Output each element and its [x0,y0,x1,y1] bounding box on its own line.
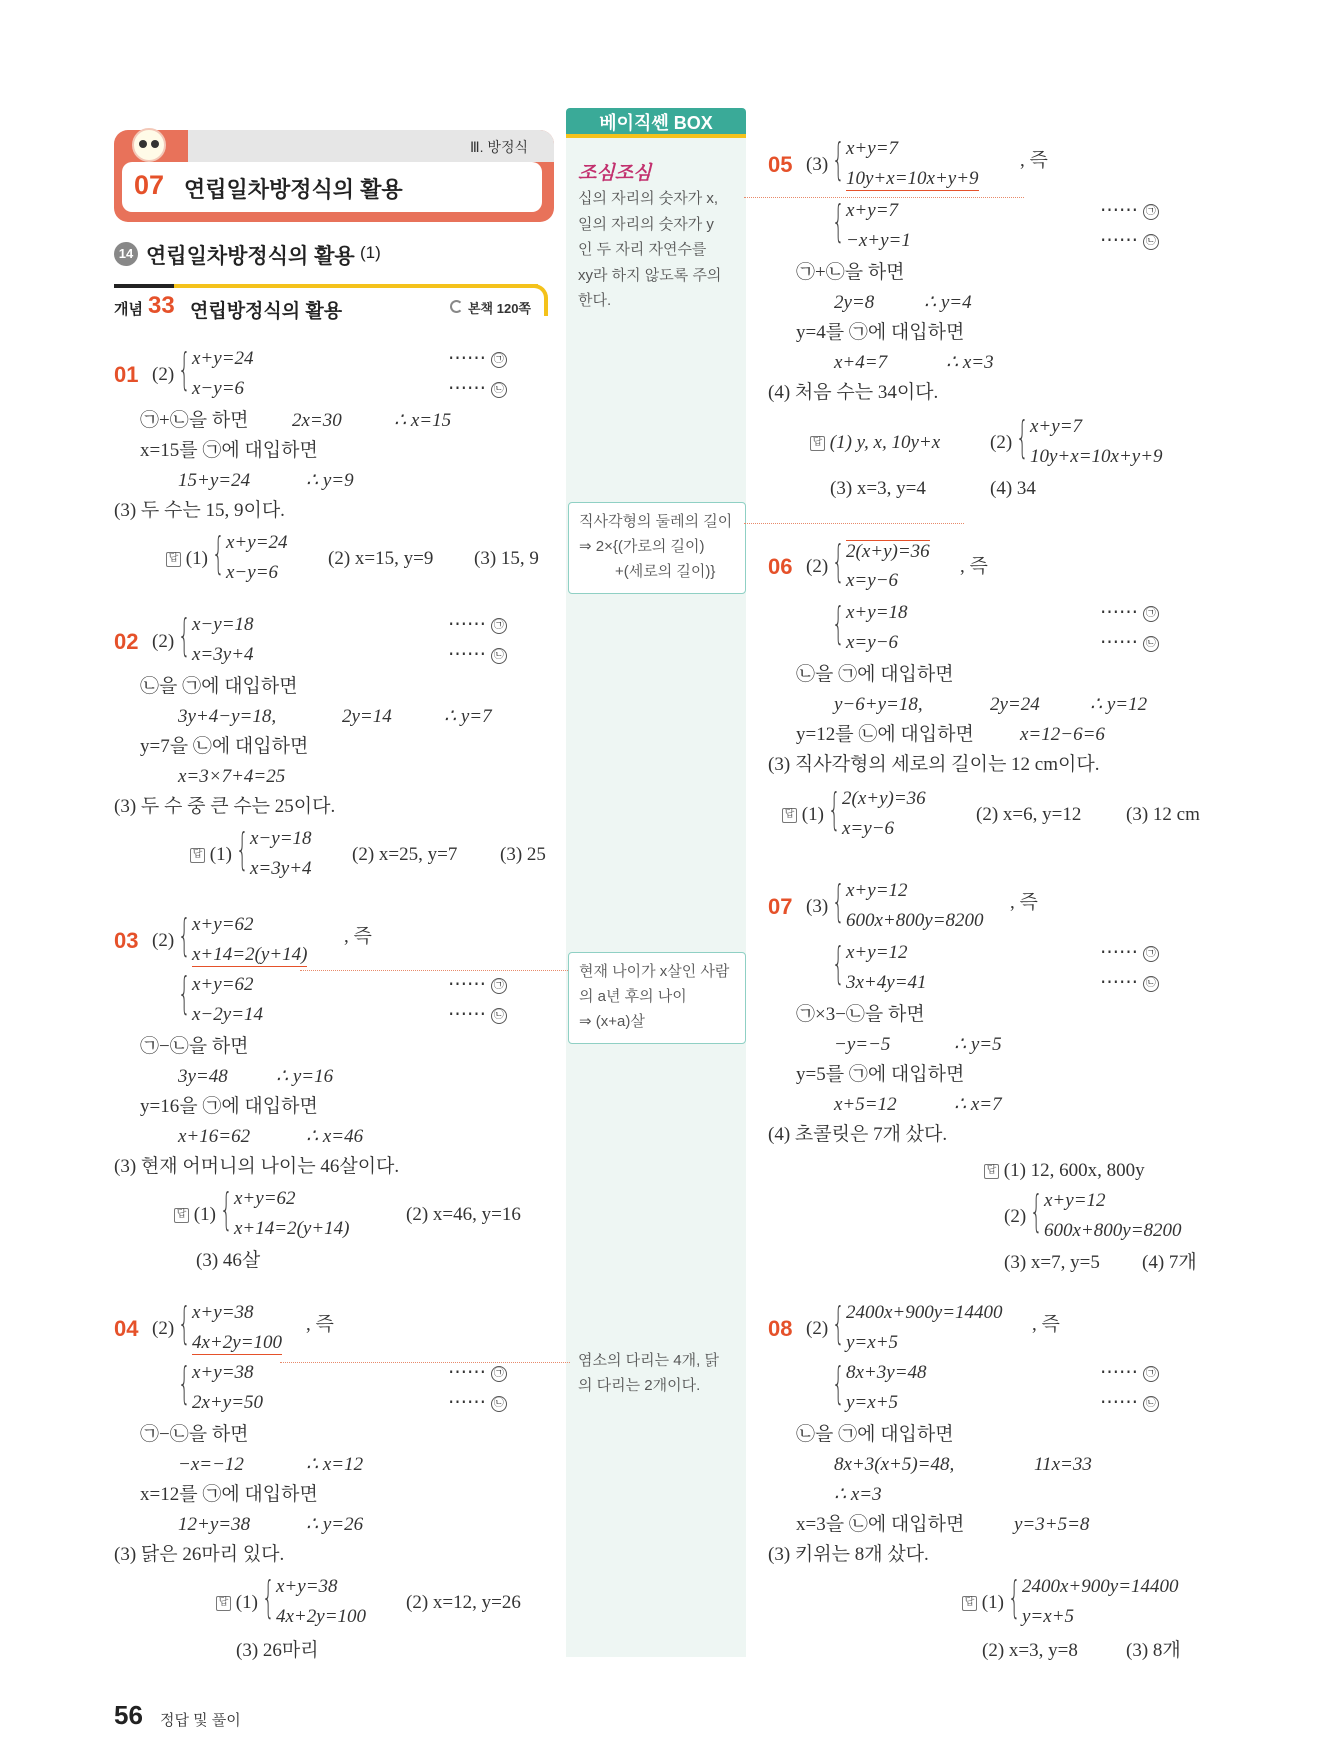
marker: ⋯⋯ ㉡ [448,644,507,666]
marker: ⋯⋯ ㉠ [1100,602,1159,624]
step: y=5를 ㉠에 대입하면 [796,1064,965,1085]
answer-icon: 답 [216,1596,231,1611]
brace: { [828,784,841,835]
answer-equation: 600x+800y=8200 [1044,1220,1182,1241]
step: x+5=12 [834,1094,897,1115]
answer-label: 답 (1) [174,1204,216,1226]
step: y=3+5=8 [1014,1514,1090,1535]
step: 3y+4−y=18, [178,706,277,727]
equation: x+y=7 [846,200,899,221]
note-line: ⇒ (x+a)살 [579,1013,645,1030]
box-title: 베이직쎈 BOX [566,108,746,138]
equation: x−y=18 [192,614,254,635]
brace: { [1030,1186,1043,1237]
circle-marker: ㉡ [491,648,507,664]
equation: 2x+y=50 [192,1392,264,1413]
marker: ⋯⋯ ㉠ [1100,1362,1159,1384]
equation: x+y=38 [192,1302,254,1323]
circle-marker: ㉡ [491,382,507,398]
brace: { [832,536,845,587]
part-label: (3) [806,896,829,917]
brace: { [1008,1572,1021,1623]
answer: (2) x=15, y=9 [328,548,434,569]
answer: (3) 8개 [1126,1640,1181,1661]
step: ∴ y=12 [1090,694,1148,715]
connector-line [744,523,964,524]
answer: (2) [1004,1206,1027,1227]
step: 2y=14 [342,706,392,727]
concept-label: 개념 [114,301,143,318]
note-line: 직사각형의 둘레의 길이 [579,513,733,530]
brace: { [178,344,191,395]
step: y=7을 ㉡에 대입하면 [140,736,309,757]
circle-marker: ㉡ [1143,976,1159,992]
step: y=4를 ㉠에 대입하면 [796,322,965,343]
step: −y=−5 [834,1034,891,1055]
brace: { [832,1298,845,1349]
caution-line: xy라 하지 않도록 주의 [578,266,722,284]
step: 2x=30 [292,410,342,431]
suffix: , 즉 [1010,892,1038,913]
answer: (3) 46살 [196,1250,261,1271]
step: y=16을 ㉠에 대입하면 [140,1096,318,1117]
step: ∴ x=3 [834,1484,882,1505]
step: ㉠+㉡을 하면 [140,410,249,431]
age-note [568,952,746,1044]
brace: { [212,528,225,579]
answer-icon: 답 [782,808,797,823]
answer-equation: x+y=12 [1044,1190,1106,1211]
equation: 8x+3y=48 [846,1362,927,1383]
answer: (2) x=46, y=16 [406,1204,521,1225]
refresh-icon [450,300,463,313]
step: ∴ x=15 [394,410,452,431]
answer-icon: 답 [166,552,181,567]
step: (3) 닭은 26마리 있다. [114,1544,285,1565]
step: (3) 현재 어머니의 나이는 46살이다. [114,1156,400,1177]
step: 15+y=24 [178,470,251,491]
step: ㉡을 ㉠에 대입하면 [796,1424,954,1445]
circle-marker: ㉠ [491,1366,507,1382]
equation: y=x+5 [846,1332,899,1353]
answer: (2) x=25, y=7 [352,844,458,865]
answer-equation: 10y+x=10x+y+9 [1030,446,1163,467]
equation: 2(x+y)=36 [846,541,930,562]
answer-equation: x=3y+4 [250,858,312,879]
step: (3) 직사각형의 세로의 길이는 12 cm이다. [768,754,1100,775]
caution-title: 조심조심 [578,163,652,184]
step: (3) 두 수는 15, 9이다. [114,500,285,521]
answer-equation: x−y=6 [226,562,279,583]
equation: x+y=12 [846,942,908,963]
marker: ⋯⋯ ㉠ [448,614,507,636]
answer: (3) x=7, y=5 [1004,1252,1100,1273]
brace: { [178,610,191,661]
problem-number: 06 [768,554,793,579]
brace: { [832,876,845,927]
equation: x=y−6 [846,632,899,653]
problem-number: 03 [114,928,139,953]
caution-line: 십의 자리의 숫자가 x, [578,190,719,207]
step: ∴ y=5 [954,1034,1002,1055]
step: ∴ x=46 [306,1126,364,1147]
equation: x+y=62 [192,974,254,995]
answer-label: 답 (1) [962,1592,1004,1614]
marker: ⋯⋯ ㉠ [1100,942,1159,964]
answer-equation: x+y=24 [226,532,288,553]
step: ㉡을 ㉠에 대입하면 [140,676,298,697]
brace: { [178,1298,191,1349]
equation: x+y=62 [192,914,254,935]
equation: 2400x+900y=14400 [846,1302,1003,1323]
step: ∴ x=7 [954,1094,1002,1115]
part-label: (2) [806,556,829,577]
circle-marker: ㉡ [491,1008,507,1024]
answer-icon: 답 [984,1164,999,1179]
step: ∴ y=4 [924,292,972,313]
step: x+4=7 [834,352,888,373]
answer: (2) x=3, y=8 [982,1640,1078,1661]
equation: 3x+4y=41 [846,972,927,993]
step: 11x=33 [1034,1454,1092,1475]
circle-marker: ㉠ [1143,1366,1159,1382]
answer: (2) [990,432,1013,453]
step: −x=−12 [178,1454,244,1475]
legs-note [578,1348,719,1398]
page-reference: 본책 120쪽 [468,301,531,316]
marker: ⋯⋯ ㉠ [448,1362,507,1384]
circle-marker: ㉡ [491,1396,507,1412]
concept-corner [530,284,548,316]
unit-number: 07 [134,170,165,200]
step: ∴ y=7 [444,706,492,727]
lesson-part: (1) [360,243,381,262]
marker: ⋯⋯ ㉡ [1100,230,1159,252]
part-label: (2) [152,930,175,951]
step: ㉠−㉡을 하면 [140,1036,249,1057]
marker: ⋯⋯ ㉡ [1100,972,1159,994]
answer-equation: x+y=62 [234,1188,296,1209]
step: x=12−6=6 [1020,724,1105,745]
problem-number: 02 [114,629,139,654]
brace: { [832,598,845,649]
marker: ⋯⋯ ㉡ [448,1004,507,1026]
footer-label: 정답 및 풀이 [160,1712,241,1729]
answer: (3) 12 cm [1126,804,1200,825]
brace: { [832,1358,845,1409]
answer: (3) 25 [500,844,546,865]
caution-line: 인 두 자리 자연수를 [578,241,707,258]
part-label: (3) [806,154,829,175]
equation: x+y=18 [846,602,908,623]
answer: (2) x=12, y=26 [406,1592,521,1613]
problem-number: 07 [768,894,793,919]
marker: ⋯⋯ ㉡ [448,378,507,400]
circle-marker: ㉠ [491,352,507,368]
answer-label: 답 (1) [216,1592,258,1614]
answer: (2) x=6, y=12 [976,804,1082,825]
note-line: 현재 나이가 x살인 사람 [579,963,730,980]
connector-line [300,970,568,971]
concept-top-line-yellow [174,284,538,288]
answer-equation: x−y=18 [250,828,312,849]
suffix: , 즉 [1032,1314,1060,1335]
step: ∴ y=26 [306,1514,364,1535]
answer-icon: 답 [810,436,825,451]
answer-icon: 답 [174,1208,189,1223]
equation: y=x+5 [846,1392,899,1413]
brace: { [178,968,191,1019]
marker: ⋯⋯ ㉡ [1100,632,1159,654]
brace: { [236,824,249,875]
answer: (4) 7개 [1142,1252,1197,1273]
step: (4) 초콜릿은 7개 샀다. [768,1124,948,1145]
step: 8x+3(x+5)=48, [834,1454,955,1475]
chapter-label: Ⅲ. 방정식 [470,139,529,155]
step: x=3을 ㉡에 대입하면 [796,1514,965,1535]
answer-label: 답 (1) [190,844,232,866]
brace: { [262,1572,275,1623]
circle-marker: ㉠ [491,978,507,994]
equation: x+y=7 [846,138,899,159]
answer-label: 답 (1) y, x, 10y+x [810,432,940,454]
brace: { [832,938,845,989]
equation: −x+y=1 [846,230,911,251]
step: (4) 처음 수는 34이다. [768,382,939,403]
rect-perimeter-note [568,502,746,594]
step: y=12를 ㉡에 대입하면 [796,724,974,745]
lesson-title: 연립일차방정식의 활용 [146,245,355,268]
brace: { [178,910,191,961]
step: ∴ x=12 [306,1454,364,1475]
suffix: , 즉 [960,556,988,577]
step: x=3×7+4=25 [178,766,286,787]
answer-equation: 2(x+y)=36 [842,788,926,809]
answer-equation: 2400x+900y=14400 [1022,1576,1179,1597]
circle-marker: ㉡ [1143,636,1159,652]
step: 2y=24 [990,694,1040,715]
equation: x+y=24 [192,348,254,369]
suffix: , 즉 [344,926,372,947]
note-line: +(세로의 길이)} [615,563,716,580]
step: ㉡을 ㉠에 대입하면 [796,664,954,685]
answer-equation: y=x+5 [1022,1606,1075,1627]
problem-number: 08 [768,1316,793,1341]
step: ∴ x=3 [946,352,994,373]
answer-equation: x+14=2(y+14) [234,1218,350,1239]
note-line: 염소의 다리는 4개, 닭 [578,1352,719,1369]
part-label: (2) [152,364,175,385]
circle-marker: ㉠ [1143,946,1159,962]
step: 12+y=38 [178,1514,251,1535]
step: (3) 두 수 중 큰 수는 25이다. [114,796,336,817]
step: ∴ y=16 [276,1066,334,1087]
lesson-number-badge: 14 [114,242,138,266]
answer: (3) x=3, y=4 [830,478,926,499]
answer-label: 답 (1) [166,548,208,570]
basic-box-column [566,112,746,1657]
circle-marker: ㉠ [1143,204,1159,220]
answer: (4) 34 [990,478,1036,499]
brace: { [832,134,845,185]
concept-number: 33 [148,292,175,319]
note-line: ⇒ 2×{(가로의 길이) [579,538,705,555]
equation: x=y−6 [846,570,899,591]
answer-icon: 답 [190,848,205,863]
marker: ⋯⋯ ㉠ [448,974,507,996]
caution-line: 한다. [578,292,612,309]
marker: ⋯⋯ ㉠ [1100,200,1159,222]
marker: ⋯⋯ ㉠ [448,348,507,370]
equation: x−2y=14 [192,1004,264,1025]
step: (3) 키위는 8개 샀다. [768,1544,929,1565]
brace: { [1016,412,1029,463]
equation: x+y=38 [192,1362,254,1383]
answer: (3) 15, 9 [474,548,539,569]
marker: ⋯⋯ ㉡ [1100,1392,1159,1414]
equation: x−y=6 [192,378,245,399]
answer-label: 답 (1) 12, 600x, 800y [984,1160,1145,1182]
caution-line: 일의 자리의 숫자가 y [578,215,714,233]
circle-marker: ㉡ [1143,234,1159,250]
answer-equation: x+y=7 [1030,416,1083,437]
equation: 10y+x=10x+y+9 [846,168,979,189]
unit-title: 연립일차방정식의 활용 [184,177,403,202]
mascot-icon [132,128,166,162]
brace: { [178,1358,191,1409]
circle-marker: ㉠ [491,618,507,634]
page-number: 56 [114,1700,143,1730]
step: ㉠+㉡을 하면 [796,262,905,283]
step: ㉠×3−㉡을 하면 [796,1004,925,1025]
brace: { [220,1184,233,1235]
step: x+16=62 [178,1126,251,1147]
answer-label: 답 (1) [782,804,824,826]
suffix: , 즉 [306,1314,334,1335]
brace: { [832,196,845,247]
concept-top-line [114,284,174,288]
answer-equation: 4x+2y=100 [276,1606,367,1627]
note-line: 의 a년 후의 나이 [579,988,687,1005]
step: 2y=8 [834,292,875,313]
circle-marker: ㉡ [1143,1396,1159,1412]
problem-number: 01 [114,362,139,387]
step: ㉠−㉡을 하면 [140,1424,249,1445]
equation: x+14=2(y+14) [192,944,308,965]
connector-line [280,1362,570,1363]
answer-equation: x=y−6 [842,818,895,839]
part-label: (2) [152,1318,175,1339]
part-label: (2) [152,631,175,652]
suffix: , 즉 [1020,150,1048,171]
answer-equation: x+y=38 [276,1576,338,1597]
answer: (3) 26마리 [236,1640,319,1661]
concept-title: 연립방정식의 활용 [190,301,343,322]
note-line: 의 다리는 2개이다. [578,1377,701,1394]
equation: 600x+800y=8200 [846,910,984,931]
equation: x=3y+4 [192,644,254,665]
step: x=15를 ㉠에 대입하면 [140,440,318,461]
equation: x+y=12 [846,880,908,901]
connector-line [744,197,1024,198]
caution-text [578,186,721,314]
marker: ⋯⋯ ㉡ [448,1392,507,1414]
part-label: (2) [806,1318,829,1339]
step: 3y=48 [178,1066,228,1087]
problem-number: 04 [114,1316,139,1341]
step: y−6+y=18, [834,694,923,715]
step: ∴ y=9 [306,470,354,491]
circle-marker: ㉠ [1143,606,1159,622]
problem-number: 05 [768,152,793,177]
answer-icon: 답 [962,1596,977,1611]
step: x=12를 ㉠에 대입하면 [140,1484,318,1505]
equation: 4x+2y=100 [192,1332,283,1353]
